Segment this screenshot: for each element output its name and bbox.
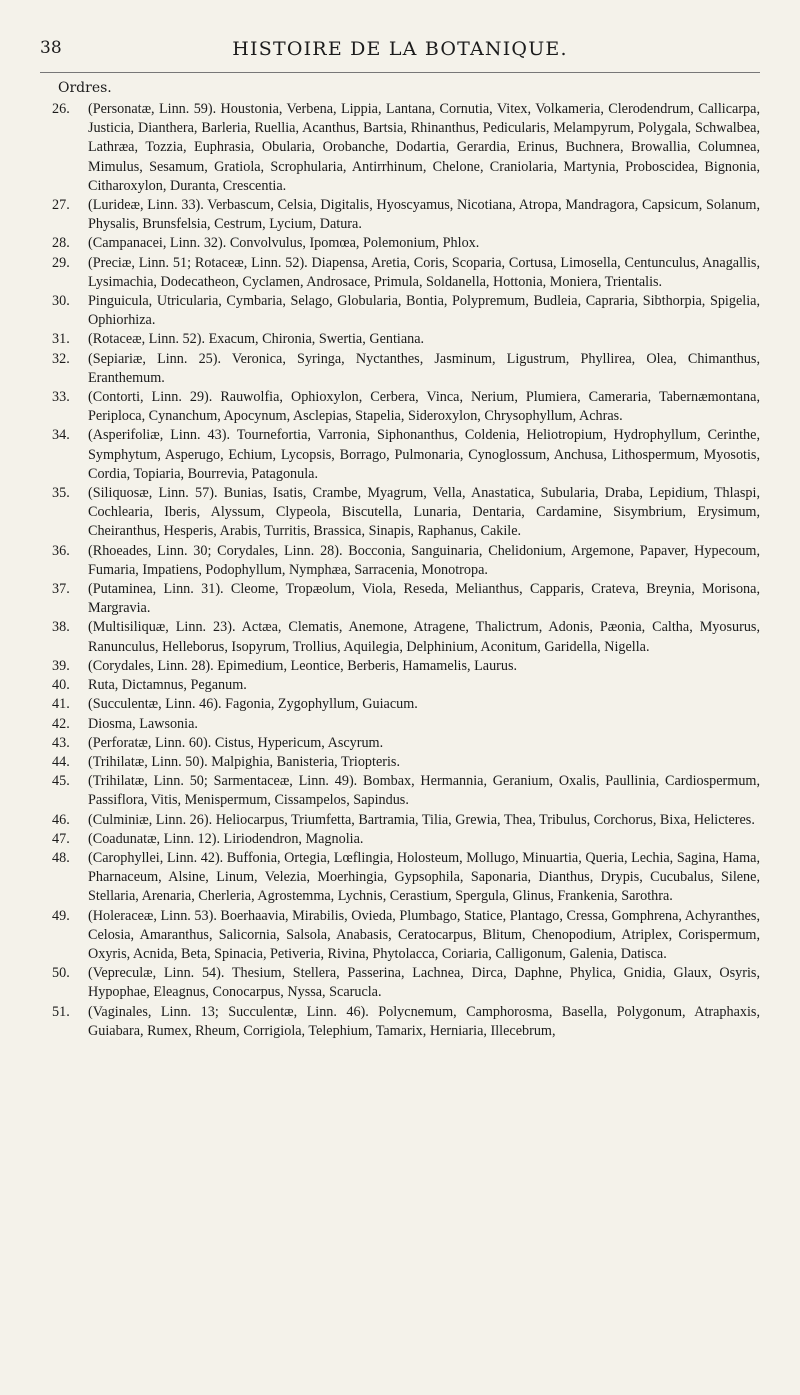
entry-number: 34. bbox=[52, 427, 70, 444]
entry-text: (Asperifoliæ, Linn. 43). Tournefortia, Varronia, Siphonanthus, Coldenia, Heliotropium, Hydrophyllum, Cerinthe, Symphytum, Asperugo, Echium, Lycopsis, Borrago, Pulmonaria, Cynoglossum, Anchusa, Lithospermum, Myosotis, Cordia, Topiaria, Bourrevia, Patagonula. bbox=[88, 427, 760, 482]
entry-number: 36. bbox=[52, 542, 70, 559]
order-entry bbox=[52, 100, 760, 196]
entry-text: (Putaminea, Linn. 31). Cleome, Tropæolum, Viola, Reseda, Melianthus, Capparis, Crateva, Breynia, Morisona, Margravia. bbox=[88, 581, 760, 617]
order-entry bbox=[52, 715, 760, 734]
order-entry bbox=[52, 292, 760, 330]
entry-number: 33. bbox=[52, 389, 70, 406]
entry-text: (Vaginales, Linn. 13; Succulentæ, Linn. 46). Polycnemum, Camphorosma, Basella, Polygonum, Atraphaxis, Guiabara, Rumex, Rheum, Corrigiola, Telephium, Tamarix, Herniaria, Illecebrum, bbox=[88, 1003, 760, 1039]
entry-number: 30. bbox=[52, 293, 70, 310]
order-entry bbox=[52, 830, 760, 849]
order-entry bbox=[52, 484, 760, 542]
order-entry bbox=[52, 234, 760, 253]
order-entry bbox=[52, 907, 760, 965]
entry-text: (Siliquosæ, Linn. 57). Bunias, Isatis, Crambe, Myagrum, Vella, Anastatica, Subularia, Draba, Lepidium, Thlaspi, Cochlearia, Iberis, Alyssum, Clypeola, Biscutella, Lunaria, Dentaria, Cardamine, Sisymbrium, Erysimum, Cheiranthus, Hesperis, Arabis, Turritis, Brassica, Sinapis, Raphanus, Cakile. bbox=[88, 485, 760, 540]
order-entry bbox=[52, 676, 760, 695]
entry-number: 27. bbox=[52, 197, 70, 214]
entry-number: 32. bbox=[52, 350, 70, 367]
entry-number: 40. bbox=[52, 677, 70, 694]
entry-text: (Perforatæ, Linn. 60). Cistus, Hypericum, Ascyrum. bbox=[88, 734, 384, 751]
entry-number: 29. bbox=[52, 254, 70, 271]
entry-text: (Lurideæ, Linn. 33). Verbascum, Celsia, Digitalis, Hyoscyamus, Nicotiana, Atropa, Mandragora, Capsicum, Solanum, Physalis, Brunsfelsia, Cestrum, Lycium, Datura. bbox=[88, 197, 760, 233]
entry-text: (Campanacei, Linn. 32). Convolvulus, Ipomœa, Polemonium, Phlox. bbox=[88, 235, 480, 252]
entry-text: (Personatæ, Linn. 59). Houstonia, Verbena, Lippia, Lantana, Cornutia, Vitex, Volkameria, Clerodendrum, Callicarpa, Justicia, Dianthera, Barleria, Ruellia, Acanthus, Bartsia, Rhinanthus, Pedicularis, Melampyrum, Polygala, Schwalbea, Lathræa, Tozzia, Euphrasia, Obularia, Orobanche, Dodartia, Gerardia, Erinus, Buchnera, Browallia, Columnea, Mimulus, Sesamum, Gratiola, Scrophularia, Antirrhinum, Chelone, Craniolaria, Martynia, Proboscidea, Bignonia, Citharoxylon, Duranta, Crescentia. bbox=[88, 101, 760, 194]
entry-number: 50. bbox=[52, 965, 70, 982]
entry-text: (Vepreculæ, Linn. 54). Thesium, Stellera, Passerina, Lachnea, Dirca, Daphne, Phylica, Gnidia, Glaux, Osyris, Hypophae, Eleagnus, Conocarpus, Nyssa, Scarucla. bbox=[88, 965, 760, 1001]
entry-text: (Corydales, Linn. 28). Epimedium, Leontice, Berberis, Hamamelis, Laurus. bbox=[88, 657, 518, 674]
entry-number: 48. bbox=[52, 849, 70, 866]
entry-text: Ruta, Dictamnus, Peganum. bbox=[88, 677, 247, 694]
order-entry bbox=[52, 964, 760, 1002]
entry-text: (Trihilatæ, Linn. 50; Sarmentaceæ, Linn. 49). Bombax, Hermannia, Geranium, Oxalis, Paullinia, Cardiospermum, Passiflora, Vitis, Menispermum, Cissampelos, Sapindus. bbox=[88, 773, 760, 809]
order-entry bbox=[52, 388, 760, 426]
order-entry bbox=[52, 580, 760, 618]
order-entry bbox=[52, 542, 760, 580]
order-entry bbox=[52, 196, 760, 234]
order-entry bbox=[52, 811, 760, 830]
order-entry bbox=[52, 618, 760, 656]
page-header bbox=[40, 38, 760, 68]
entry-number: 47. bbox=[52, 830, 70, 847]
entry-number: 37. bbox=[52, 581, 70, 598]
order-entry bbox=[52, 254, 760, 292]
order-entry bbox=[52, 772, 760, 810]
entry-text: (Trihilatæ, Linn. 50). Malpighia, Banisteria, Triopteris. bbox=[88, 753, 400, 770]
entry-number: 43. bbox=[52, 734, 70, 751]
entry-text: (Contorti, Linn. 29). Rauwolfia, Ophioxylon, Cerbera, Vinca, Nerium, Plumiera, Cameraria, Tabernæmontana, Periploca, Cynanchum, Apocynum, Asclepias, Stapelia, Sideroxylon, Chrysophyllum, Achras. bbox=[88, 389, 760, 425]
entry-text: (Carophyllei, Linn. 42). Buffonia, Ortegia, Lœflingia, Holosteum, Mollugo, Minuartia, Queria, Lechia, Sagina, Hama, Pharnaceum, Alsine, Linum, Velezia, Moerhingia, Gypsophila, Saponaria, Dianthus, Drypis, Cucubalus, Silene, Stellaria, Arenaria, Cherleria, Agrostemma, Lychnis, Cerastium, Spergula, Glinus, Frankenia, Sarothra. bbox=[88, 849, 760, 905]
header-rule bbox=[40, 72, 760, 73]
entry-number: 51. bbox=[52, 1003, 70, 1020]
entry-number: 42. bbox=[52, 715, 70, 732]
entry-text: (Culminiæ, Linn. 26). Heliocarpus, Triumfetta, Bartramia, Tilia, Grewia, Thea, Tribulus, Corchorus, Bixa, Helicteres. bbox=[88, 811, 755, 828]
entry-number: 46. bbox=[52, 811, 70, 828]
entry-number: 26. bbox=[52, 101, 70, 117]
running-title: HISTOIRE DE LA BOTANIQUE. bbox=[232, 38, 568, 60]
entry-number: 31. bbox=[52, 331, 70, 348]
entry-number: 44. bbox=[52, 753, 70, 770]
order-entry bbox=[52, 350, 760, 388]
entry-text: (Multisiliquæ, Linn. 23). Actæa, Clematis, Anemone, Atragene, Thalictrum, Adonis, Pæonia, Caltha, Myosurus, Ranunculus, Helleborus, Isopyrum, Trollius, Aquilegia, Delphinium, Aconitum, Garidella, Nigella. bbox=[88, 619, 760, 655]
entry-text: Diosma, Lawsonia. bbox=[88, 715, 198, 732]
order-entry bbox=[52, 426, 760, 484]
entry-number: 28. bbox=[52, 235, 70, 252]
entry-text: Pinguicula, Utricularia, Cymbaria, Selago, Globularia, Bontia, Polypremum, Budleia, Capraria, Sibthorpia, Spigelia, Ophiorhiza. bbox=[88, 293, 760, 329]
entry-text: (Coadunatæ, Linn. 12). Liriodendron, Magnolia. bbox=[88, 830, 364, 847]
entry-number: 35. bbox=[52, 485, 70, 502]
entry-number: 45. bbox=[52, 773, 70, 790]
order-entry bbox=[52, 695, 760, 714]
entry-text: (Sepiariæ, Linn. 25). Veronica, Syringa, Nyctanthes, Jasminum, Ligustrum, Phyllirea, Olea, Chimanthus, Eranthemum. bbox=[88, 350, 760, 386]
order-entry bbox=[52, 753, 760, 772]
entry-text: (Holeraceæ, Linn. 53). Boerhaavia, Mirabilis, Ovieda, Plumbago, Statice, Plantago, Cressa, Gomphrena, Achyranthes, Celosia, Amaranthus, Salicornia, Salsola, Anabasis, Ceratocarpus, Blitum, Chenopodium, Atriplex, Corispermum, Oxyris, Acnida, Beta, Spinacia, Petiveria, Rivina, Phytolacca, Coriaria, Calligonum, Galenia, Datisca. bbox=[88, 907, 760, 962]
order-entry bbox=[52, 1003, 760, 1041]
order-entry bbox=[52, 330, 760, 349]
order-entry bbox=[52, 734, 760, 753]
order-list bbox=[52, 100, 760, 1041]
page-number: 38 bbox=[40, 38, 62, 58]
entry-number: 39. bbox=[52, 657, 70, 674]
order-entry bbox=[52, 657, 760, 676]
entry-number: 38. bbox=[52, 619, 70, 636]
entry-number: 41. bbox=[52, 696, 70, 713]
entry-text: (Preciæ, Linn. 51; Rotaceæ, Linn. 52). Diapensa, Aretia, Coris, Scoparia, Cortusa, Limosella, Centunculus, Anagallis, Lysimachia, Dodecatheon, Cyclamen, Androsace, Primula, Soldanella, Hottonia, Moniera, Trientalis. bbox=[88, 254, 760, 290]
section-label: Ordres. bbox=[58, 80, 112, 96]
entry-text: (Rotaceæ, Linn. 52). Exacum, Chironia, Swertia, Gentiana. bbox=[88, 331, 425, 348]
entry-text: (Succulentæ, Linn. 46). Fagonia, Zygophyllum, Guiacum. bbox=[88, 696, 418, 713]
order-entry bbox=[52, 849, 760, 907]
entry-text: (Rhoeades, Linn. 30; Corydales, Linn. 28). Bocconia, Sanguinaria, Chelidonium, Argemone, Papaver, Hypecoum, Fumaria, Impatiens, Podophyllum, Nymphæa, Sarracenia, Monotropa. bbox=[88, 542, 760, 578]
entry-number: 49. bbox=[52, 907, 70, 924]
